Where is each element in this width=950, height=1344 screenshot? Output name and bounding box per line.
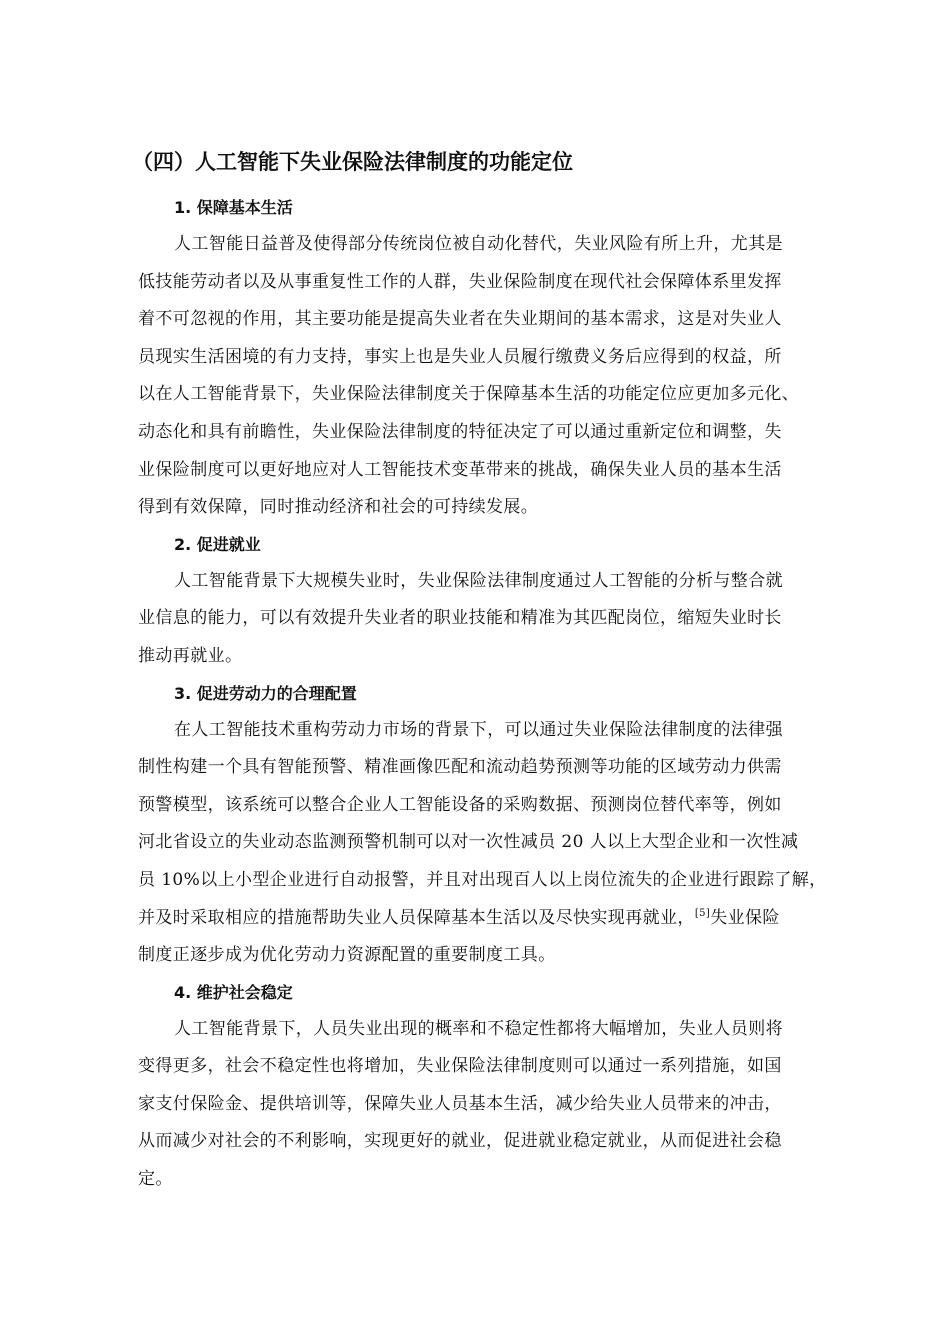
text-segment: 失业保险 [710,907,780,928]
paragraph-basic-living [138,226,863,527]
text-segment: 并及时采取相应的措施帮助失业人员保障基本生活以及尽快实现再就业， [138,907,695,928]
paragraph-promote-employment [138,563,863,676]
text-line: 业保险制度可以更好地应对人工智能技术变革带来的挑战，确保失业人员的基本生活 [138,459,782,480]
text-line: 员现实生活困境的有力支持，事实上也是失业人员履行缴费义务后应得到的权益，所 [138,346,782,367]
section-title: （四）人工智能下失业保险法律制度的功能定位 [132,150,573,174]
subheading-labor-allocation: 3. 促进劳动力的合理配置 [174,683,357,703]
text-line: 推动再就业。 [138,645,243,666]
text-line: 低技能劳动者以及从事重复性工作的人群，失业保险制度在现代社会保障体系里发挥 [138,271,782,292]
text-line: 定。 [138,1169,173,1190]
text-line: 着不可忽视的作用，其主要功能是提高失业者在失业期间的基本需求，这是对失业人 [138,309,782,330]
text-line: 从而减少对社会的不利影响，实现更好的就业，促进就业稳定就业，从而促进社会稳 [138,1131,782,1152]
subheading-basic-living: 1. 保障基本生活 [174,198,293,217]
text-line: 动态化和具有前瞻性，失业保险法律制度的特征决定了可以通过重新定位和调整，失 [138,421,782,442]
text-line: 业信息的能力，可以有效提升失业者的职业技能和精准为其匹配岗位，缩短失业时长 [138,608,782,629]
text-line: 得到有效保障，同时推动经济和社会的可持续发展。 [138,497,539,518]
text-line: 制度正逐步成为优化劳动力资源配置的重要制度工具。 [138,945,556,966]
text-line: 变得更多，社会不稳定性也将增加，失业保险法律制度则可以通过一系列措施，如国 [138,1056,782,1077]
text-line: 河北省设立的失业动态监测预警机制可以对一次性减员 20 人以上大型企业和一次性减 [138,832,799,853]
text-line: 人工智能背景下，人员失业出现的概率和不稳定性都将大幅增加，失业人员则将 [174,1018,783,1039]
subheading-promote-employment: 2. 促进就业 [174,534,261,554]
text-line: 制性构建一个具有智能预警、精准画像匹配和流动趋势预测等功能的区域劳动力供需 [138,757,782,778]
text-line-with-citation [138,900,863,938]
paragraph-social-stability [138,1011,863,1199]
text-line: 预警模型，该系统可以整合企业人工智能设备的采购数据、预测岗位替代率等，例如 [138,794,782,815]
paragraph-labor-allocation [138,712,863,975]
document-body [132,142,863,1199]
text-line: 以在人工智能背景下，失业保险法律制度关于保障基本生活的功能定位应更加多元化、 [138,384,800,405]
text-line: 人工智能背景下大规模失业时，失业保险法律制度通过人工智能的分析与整合就 [174,570,783,591]
text-line: 员 10%以上小型企业进行自动报警，并且对出现百人以上岗位流失的企业进行跟踪了解， [138,869,827,890]
citation-marker: [5] [694,907,711,919]
text-line: 人工智能日益普及使得部分传统岗位被自动化替代，失业风险有所上升，尤其是 [174,234,783,254]
text-line: 家支付保险金、提供培训等，保障失业人员基本生活，减少给失业人员带来的冲击， [138,1093,782,1114]
subheading-social-stability: 4. 维护社会稳定 [174,982,293,1002]
text-line: 在人工智能技术重构劳动力市场的背景下，可以通过失业保险法律制度的法律强 [174,719,783,740]
